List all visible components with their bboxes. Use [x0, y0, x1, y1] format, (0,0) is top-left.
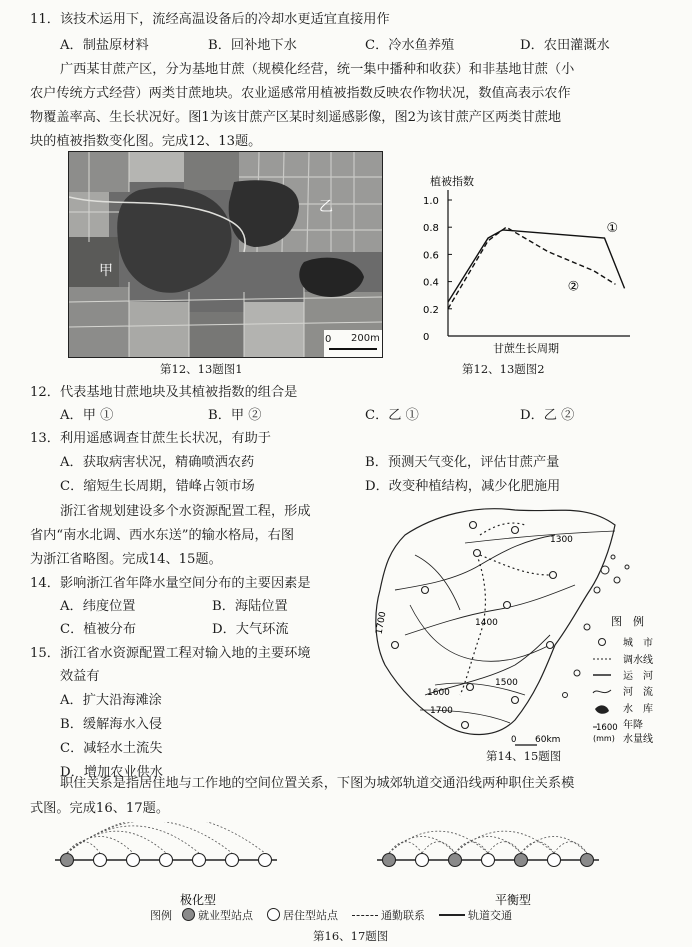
q13-option-d: D．改变种植结构，减少化肥施用	[365, 479, 561, 494]
q15-stem-line1: 15．浙江省水资源配置工程对输入地的主要环境	[30, 646, 311, 661]
residential-station	[127, 854, 140, 867]
intro-12-13-line: 农户传统方式经营）两类甘蔗地块。农业遥感常用植被指数反映农作物状况，数值高表示农作	[30, 86, 571, 101]
q14-stem: 14．影响浙江省年降水量空间分布的主要因素是	[30, 576, 311, 591]
legend-reservoir-symbol	[595, 705, 609, 713]
commute-arc	[67, 822, 265, 853]
intro-12-13-line: 广西某甘蔗产区，分为基地甘蔗（规模化经营，统一集中播种和收获）和非基地甘蔗（小	[60, 62, 575, 77]
commute-arc	[422, 842, 455, 853]
q12-option-a: A．甲 ①	[60, 408, 114, 423]
residential-station	[548, 854, 561, 867]
y-tick-label: 0.6	[423, 250, 439, 262]
intro-16-17-line: 职住关系是指居住地与工作地的空间位置关系，下图为城郊轨道交通沿线两种职住关系模	[60, 776, 575, 791]
series-line-2	[448, 227, 615, 309]
legend-prefix: 图例	[150, 909, 172, 922]
residential-station	[226, 854, 239, 867]
q11-option-a: A．制盐原材料	[60, 38, 149, 53]
legend-river: 河 流	[623, 687, 653, 698]
legend-commute: 通勤联系	[381, 909, 425, 922]
q11-option-b: B．回补地下水	[208, 38, 297, 53]
y-tick-label: 0.2	[423, 304, 439, 316]
q13-option-b: B．预测天气变化，评估甘蔗产量	[365, 455, 560, 470]
q15-option-a: A．扩大沿海滩涂	[60, 693, 162, 708]
q12-option-c: C．乙 ①	[365, 408, 419, 423]
balanced-pattern	[377, 831, 599, 866]
intro-14-15-line: 省内“南水北调、西水东送”的输水格局，右图	[30, 528, 295, 543]
legend-isohyet-unit: (mm)	[593, 734, 615, 743]
chart-xlabel: 甘蔗生长周期	[493, 342, 559, 355]
zhejiang-map	[365, 495, 680, 757]
q14-option-a: A．纬度位置	[60, 599, 136, 614]
residential-station	[416, 854, 429, 867]
residential-station	[94, 854, 107, 867]
legend-reservoir: 水 库	[623, 704, 653, 715]
employment-station	[383, 854, 396, 867]
legend-rail: 轨道交通	[468, 909, 512, 922]
isohyet-label: 1700	[430, 706, 453, 716]
commute-arc	[488, 842, 521, 853]
map-scale-label: 60km	[535, 735, 561, 745]
q14-option-c: C．植被分布	[60, 622, 137, 637]
intro-14-15-line: 为浙江省略图。完成14、15题。	[30, 552, 222, 567]
chart-ylabel: 植被指数	[430, 175, 474, 188]
employment-station-icon	[182, 908, 195, 921]
vegetation-index-chart	[415, 170, 645, 365]
legend-city-symbol	[599, 639, 606, 646]
commute-arc	[554, 842, 587, 853]
scale-bar	[329, 348, 377, 350]
map-scale-zero: 0	[511, 735, 517, 745]
q14-option-b: B．海陆位置	[212, 599, 288, 614]
isohyet-label: 1500	[495, 678, 518, 688]
intro-12-13-line: 块的植被指数变化图。完成12、13题。	[30, 134, 262, 149]
scale-label: 200m	[351, 333, 380, 344]
commute-arc	[67, 842, 100, 853]
y-tick-label: 0	[423, 332, 430, 343]
q12-option-b: B．甲 ②	[208, 408, 262, 423]
employment-station	[581, 854, 594, 867]
legend-employment: 就业型站点	[198, 909, 253, 922]
isohyet-label: 1400	[475, 618, 498, 628]
q11-option-c: C．冷水鱼养殖	[365, 38, 455, 53]
legend-canal: 运 河	[623, 671, 653, 682]
fig1-caption: 第12、13题图1	[160, 362, 243, 376]
legend-residential: 居住型站点	[283, 909, 338, 922]
legend-isohyet-line2: 水量线	[623, 734, 653, 745]
employment-station	[515, 854, 528, 867]
intro-16-17-line: 式图。完成16、17题。	[30, 801, 170, 816]
scale-zero: 0	[325, 334, 332, 345]
commute-arc	[389, 842, 422, 853]
y-tick-label: 0.4	[423, 277, 439, 289]
cities	[392, 522, 557, 729]
q15-stem-line2: 效益有	[60, 669, 100, 684]
commute-arc	[455, 842, 488, 853]
employment-station	[61, 854, 74, 867]
q13-option-a: A．获取病害状况，精确喷洒农药	[60, 455, 255, 470]
residential-station	[259, 854, 272, 867]
isohyet-label: 1700	[374, 610, 389, 636]
series-marker-2: ②	[567, 279, 580, 295]
residential-station-icon	[267, 908, 280, 921]
series-line-1	[448, 230, 625, 302]
q15-option-d: D．增加农业供水	[60, 765, 163, 780]
remote-sensing-image	[68, 151, 383, 358]
legend-transfer: 调水线	[623, 655, 653, 666]
q13-stem: 13．利用遥感调查甘蔗生长状况，有助于	[30, 431, 271, 446]
map-legend-title: 图 例	[611, 615, 644, 628]
commute-arc	[67, 831, 166, 853]
q11-option-d: D．农田灌溉水	[520, 38, 610, 53]
q13-option-c: C．缩短生长周期，错峰占领市场	[60, 479, 255, 494]
q12-stem: 12．代表基地甘蔗地块及其植被指数的组合是	[30, 385, 298, 400]
y-tick-label: 1.0	[423, 196, 439, 207]
q15-option-c: C．减轻水土流失	[60, 741, 163, 756]
fig3-caption: 第14、15题图	[486, 749, 562, 763]
residential-station	[160, 854, 173, 867]
isohyet-label: 1600	[427, 688, 450, 698]
legend-river-symbol	[593, 690, 611, 693]
balanced-title: 平衡型	[495, 893, 532, 907]
commute-arc	[521, 842, 554, 853]
q12-option-d: D．乙 ②	[520, 408, 575, 423]
fig2-caption: 第12、13题图2	[462, 362, 545, 376]
commute-arc	[521, 836, 587, 853]
intro-14-15-line: 浙江省规划建设多个水资源配置工程，形成	[60, 504, 311, 519]
residential-station	[482, 854, 495, 867]
residential-station	[193, 854, 206, 867]
series-marker-1: ①	[606, 221, 619, 237]
legend-isohyet-line1: 年降	[623, 720, 643, 731]
isohyet-label: 1300	[550, 535, 573, 545]
legend-isohyet-value: 1600	[596, 723, 618, 733]
employment-station	[449, 854, 462, 867]
fig4-caption: 第16、17题图	[313, 929, 389, 943]
label-jia: 甲	[99, 263, 113, 279]
polarized-title: 极化型	[180, 893, 217, 907]
q14-option-d: D．大气环流	[212, 622, 289, 637]
q15-option-b: B．缓解海水入侵	[60, 717, 163, 732]
rail-line-icon	[439, 914, 465, 916]
intro-12-13-line: 物覆盖率高、生长状况好。图1为该甘蔗产区某时刻遥感影像，图2为该甘蔗产区两类甘蔗地	[30, 110, 562, 125]
commute-legend	[150, 907, 512, 923]
legend-city: 城 市	[623, 638, 653, 649]
commute-link-icon	[352, 915, 378, 916]
y-tick-label: 0.8	[423, 223, 439, 235]
polarized-pattern	[55, 822, 277, 867]
label-yi: 乙	[319, 199, 333, 215]
q11-stem: 11．该技术运用下，流经高温设备后的冷却水更适宜直接用作	[30, 12, 390, 27]
